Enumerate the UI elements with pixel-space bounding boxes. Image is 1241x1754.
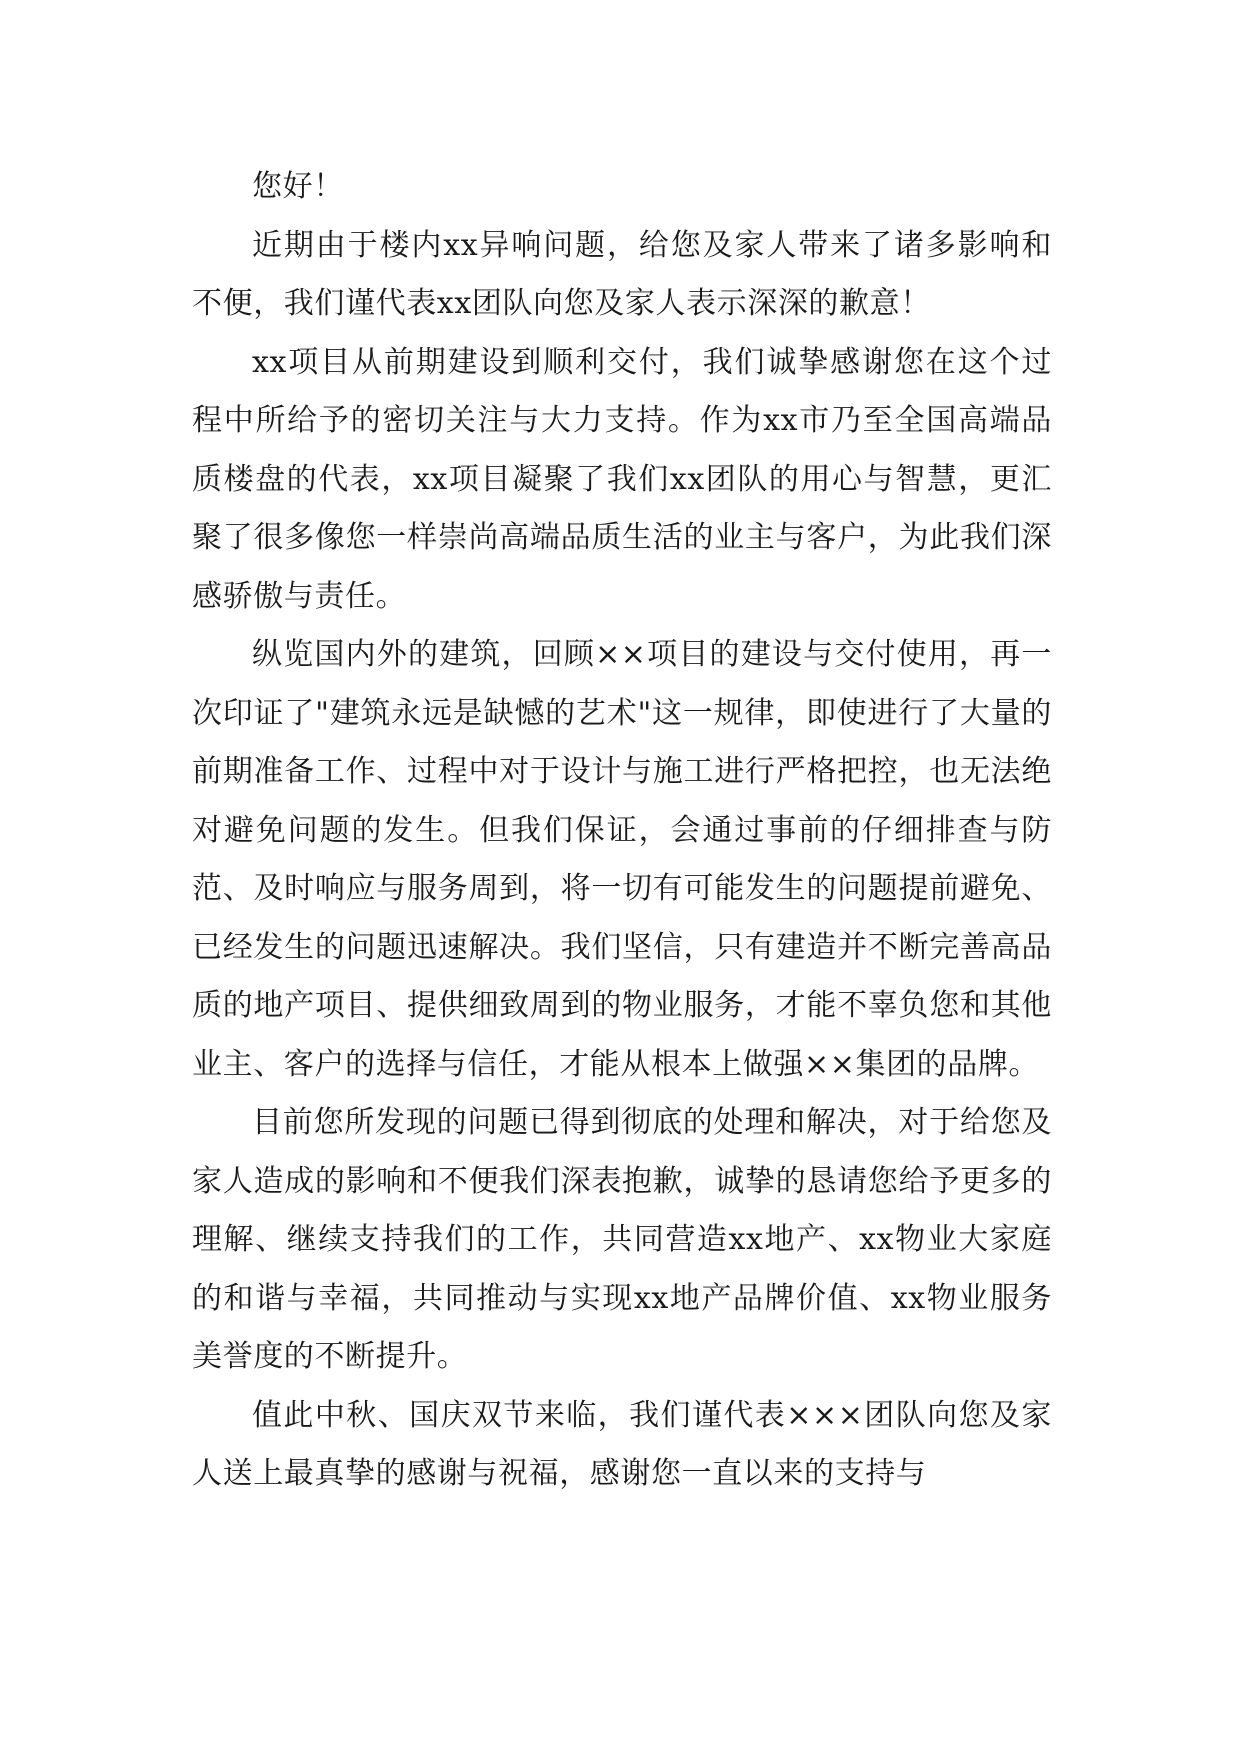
paragraph-resolution: 目前您所发现的问题已得到彻底的处理和解决，对于给您及家人造成的影响和不便我们深表抱歉，诚挚的恳请您给予更多的理解、继续支持我们的工作，共同营造xx地产、xx物业大家庭的和谐与幸福，共同推动与实现xx地产品牌价值、xx物业服务美誉度的不断提升。 xyxy=(192,1105,1052,1374)
paragraph-holiday-wishes: 值此中秋、国庆双节来临，我们谨代表×××团队向您及家人送上最真挚的感谢与祝福，感谢您一直以来的支持与 xyxy=(192,1397,1052,1491)
paragraph-apology: 近期由于楼内xx异响问题，给您及家人带来了诸多影响和不便，我们谨代表xx团队向您及家人表示深深的歉意！ xyxy=(192,227,1052,321)
paragraph-thanks: xx项目从前期建设到顺利交付，我们诚挚感谢您在这个过程中所给予的密切关注与大力支持。作为xx市乃至全国高端品质楼盘的代表，xx项目凝聚了我们xx团队的用心与智慧，更汇聚了很多像您一样崇尚高端品质生活的业主与客户，为此我们深感骄傲与责任。 xyxy=(192,344,1052,614)
letter-body xyxy=(192,158,1052,1504)
paragraph-commitment: 纵览国内外的建筑，回顾××项目的建设与交付使用，再一次印证了"建筑永远是缺憾的艺术"这一规律，即使进行了大量的前期准备工作、过程中对于设计与施工进行严格把控，也无法绝对避免问题的发生。但我们保证，会通过事前的仔细排查与防范、及时响应与服务周到，将一切有可能发生的问题提前避免、已经发生的问题迅速解决。我们坚信，只有建造并不断完善高品质的地产项目、提供细致周到的物业服务，才能不辜负您和其他业主、客户的选择与信任，才能从根本上做强××集团的品牌。 xyxy=(192,637,1052,1082)
paragraph-greeting: 您好！ xyxy=(252,169,344,204)
